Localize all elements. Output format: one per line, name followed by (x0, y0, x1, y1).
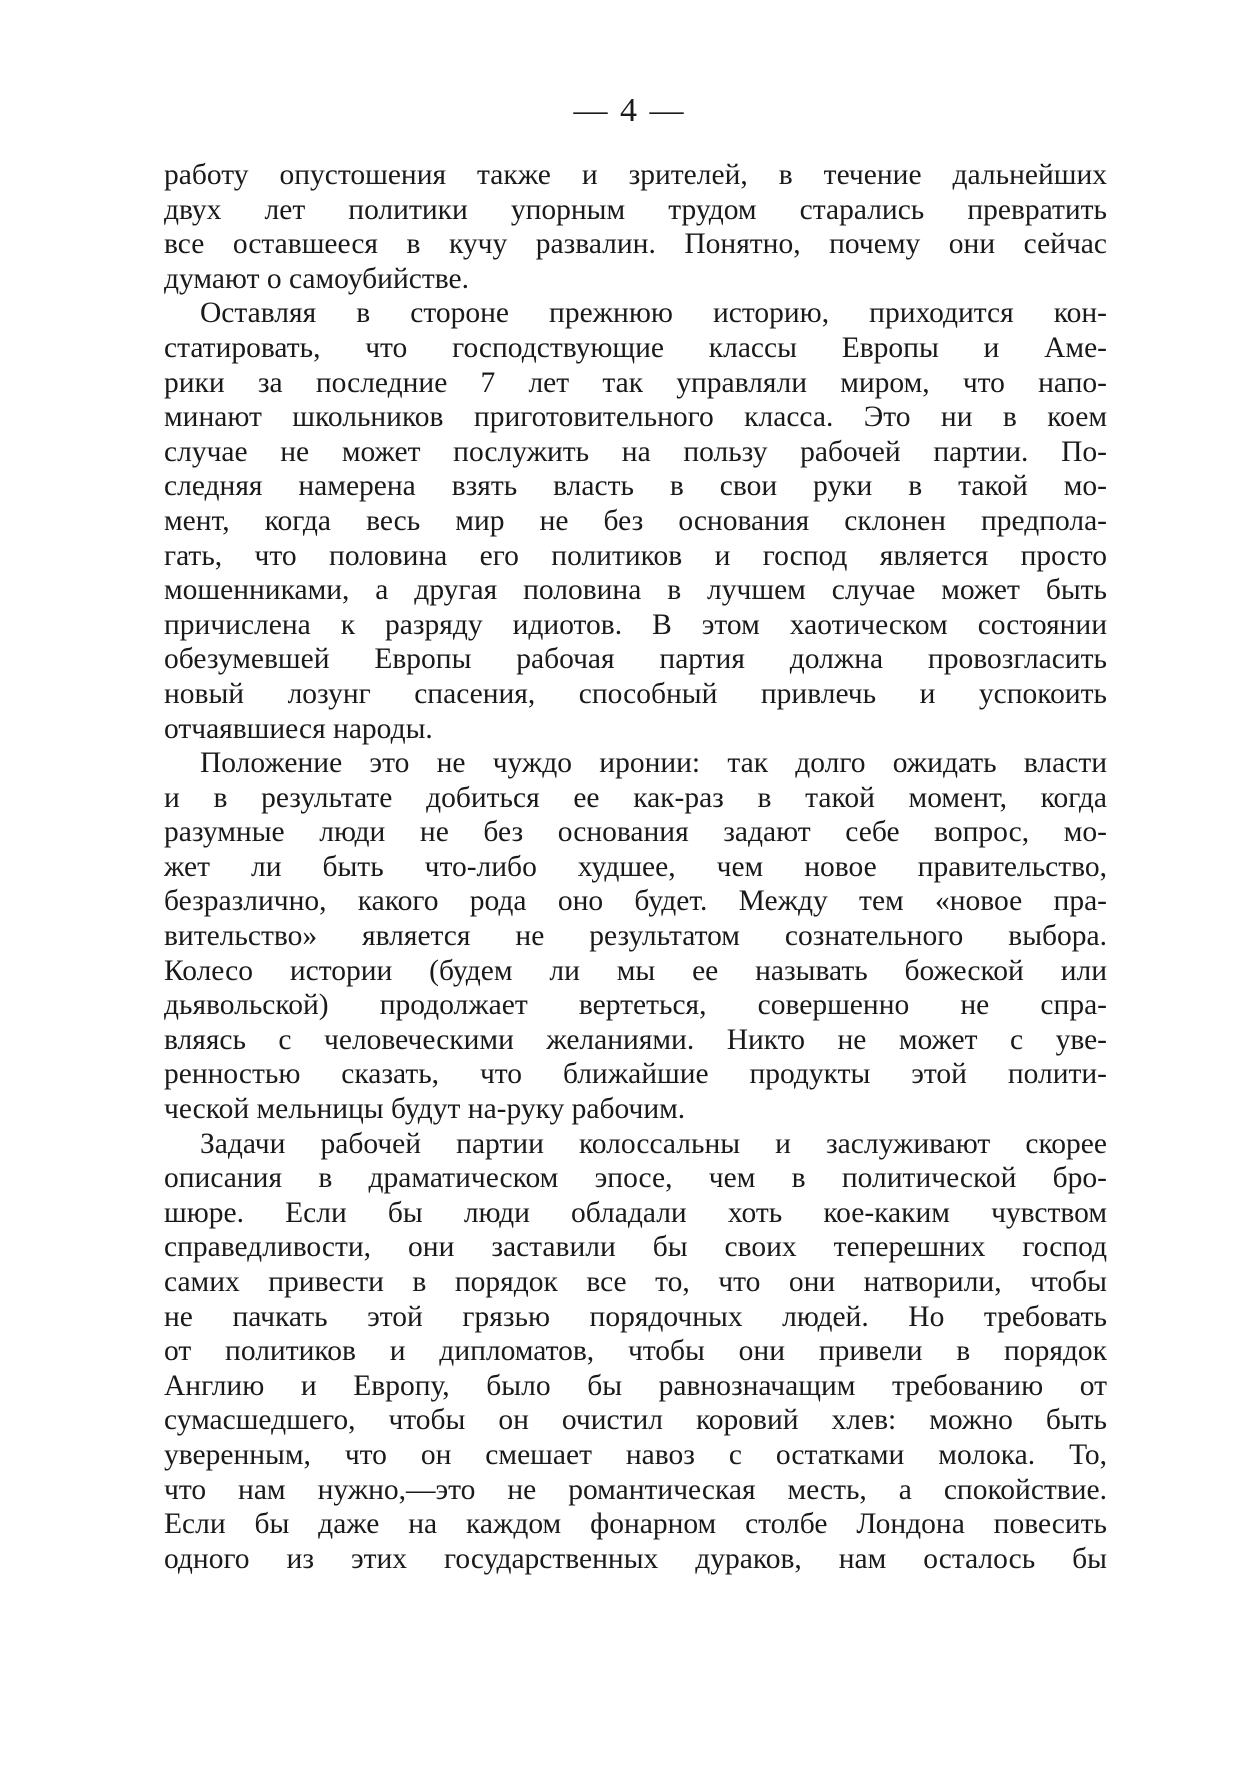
text-line: самих привести в порядок все то, что они натворили, чтобы (164, 1266, 1107, 1298)
text-line: справедливости, они заставили бы своих теперешних господ (164, 1231, 1107, 1264)
text-line: Задачи рабочей партии колоссальны и заслуживают скорее (200, 1127, 1107, 1160)
text-line: не пачкать этой грязью порядочных людей. Но требовать (164, 1300, 1107, 1333)
text-line: жет ли быть что-либо худшее, чем новое правительство, (164, 850, 1107, 883)
text-line: обезумевшей Европы рабочая партия должна провозгласить (164, 643, 1107, 676)
text-line: безразлично, какого рода оно будет. Между тем «новое пра- (164, 885, 1107, 918)
paragraph-1 (164, 158, 1107, 296)
text-line: Положение это не чуждо иронии: так долго ожидать власти (200, 747, 1107, 780)
text-line: гать, что половина его политиков и господ является просто (164, 539, 1107, 572)
text-line: ческой мельницы будут на-руку рабочим. (164, 1093, 686, 1126)
text-line: дьявольской) продолжает вертеться, совершенно не спра- (164, 989, 1107, 1022)
text-line: работу опустошения также и зрителей, в течение дальнейших (164, 159, 1107, 191)
text-line: Колесо истории (будем ли мы ее называть божеской или (164, 954, 1107, 987)
text-line: Если бы даже на каждом фонарном столбе Лондона повесить (164, 1508, 1107, 1541)
text-line: минают школьников приготовительного класса. Это ни в коем (164, 401, 1107, 434)
page-number: — 4 — (573, 92, 686, 129)
text-line: мошенниками, а другая половина в лучшем случае может быть (164, 574, 1107, 607)
text-line: вляясь с человеческими желаниями. Никто не может с уве- (164, 1023, 1107, 1056)
text-line: уверенным, что он смешает навоз с остатками молока. То, (164, 1438, 1107, 1471)
text-line: новый лозунг спасения, способный привлечь и успокоить (164, 677, 1107, 710)
text-line: думают о самоубийстве. (164, 262, 469, 295)
paragraph-2 (164, 296, 1107, 746)
text-line: статировать, что господствующие классы Европы и Аме- (164, 331, 1107, 364)
text-line: все оставшееся в кучу развалин. Понятно, почему они сейчас (164, 228, 1107, 261)
text-line: описания в драматическом эпосе, чем в политической бро- (164, 1162, 1107, 1195)
text-line: Оставляя в стороне прежнюю историю, приходится кон- (200, 297, 1107, 330)
text-line: одного из этих государственных дураков, нам осталось бы (164, 1542, 1107, 1575)
text-line: мент, когда весь мир не без основания склонен предпола- (164, 504, 1107, 537)
text-line: Англию и Европу, было бы равнозначащим требованию от (164, 1369, 1107, 1402)
body-text (164, 158, 1107, 1576)
text-line: случае не может послужить на пользу рабочей партии. По- (164, 435, 1107, 468)
text-line: и в результате добиться ее как-раз в такой момент, когда (164, 781, 1107, 814)
text-line: разумные люди не без основания задают себе вопрос, мо- (164, 816, 1107, 849)
paragraph-4 (164, 1127, 1107, 1577)
text-line: что нам нужно,—это не романтическая месть, а спокойствие. (164, 1473, 1107, 1506)
text-line: двух лет политики упорным трудом старались превратить (164, 193, 1107, 226)
text-line: от политиков и дипломатов, чтобы они привели в порядок (164, 1335, 1107, 1368)
text-line: следняя намерена взять власть в свои руки в такой мо- (164, 470, 1107, 503)
text-line: ренностью сказать, что ближайшие продукты этой полити- (164, 1058, 1107, 1091)
text-line: причислена к разряду идиотов. В этом хаотическом состоянии (164, 608, 1107, 641)
text-line: рики за последние 7 лет так управляли миром, что напо- (164, 366, 1107, 399)
paragraph-3 (164, 746, 1107, 1127)
text-line: сумасшедшего, чтобы он очистил коровий хлев: можно быть (164, 1404, 1107, 1437)
text-line: шюре. Если бы люди обладали хоть кое-каким чувством (164, 1196, 1107, 1229)
text-line: отчаявшиеся народы. (164, 712, 433, 745)
text-line: вительство» является не результатом сознательного выбора. (164, 920, 1107, 953)
